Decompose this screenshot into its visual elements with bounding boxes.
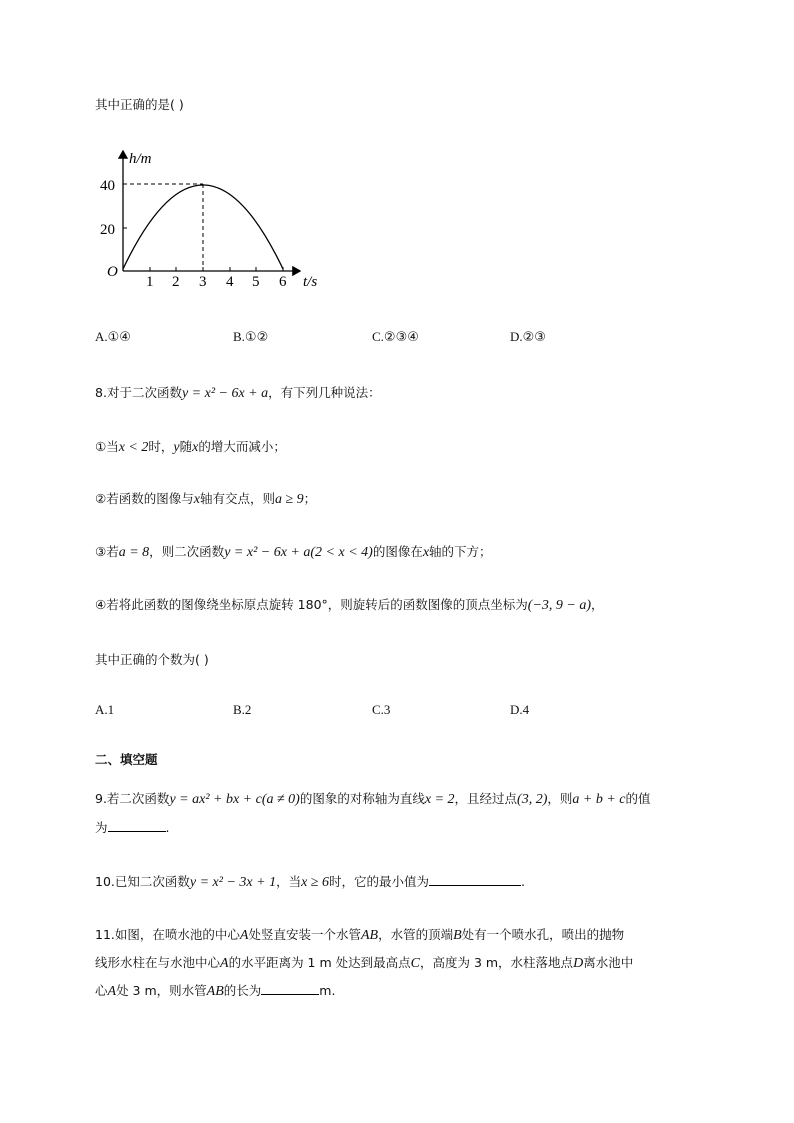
q9-line-2: 为 . [95, 820, 170, 835]
q7-option-d: D.②③ [510, 329, 546, 344]
q8-statement-4: ④若将此函数的图像绕坐标原点旋转 180°，则旋转后的函数图像的顶点坐标为(−3, 9 − a)， [95, 597, 604, 613]
q9-answer-blank[interactable] [108, 818, 166, 832]
y-axis-label: h/m [129, 151, 152, 167]
q7-option-c: C.②③④ [372, 329, 419, 344]
q8-function: y = x² − 6x + a [181, 386, 269, 401]
q10-answer-blank[interactable] [429, 872, 521, 886]
q8-option-a: A.1 [95, 702, 115, 717]
q11-answer-blank[interactable] [261, 981, 319, 995]
q8-statement-1: ①当x < 2时，y随x的增大而减小； [95, 439, 286, 455]
x-tick-3: 3 [199, 274, 207, 290]
section-title-fill-in: 二、填空题 [95, 752, 158, 767]
q8-option-d: D.4 [510, 702, 530, 717]
q7-option-b: B.①② [233, 329, 269, 344]
q7-stem-end: 其中正确的是( ) [95, 97, 184, 112]
q8-option-b: B.2 [233, 702, 252, 717]
q8-stem-end: 其中正确的个数为( ) [95, 652, 209, 667]
x-tick-1: 1 [146, 274, 154, 290]
origin-label: O [107, 264, 118, 280]
q7-option-a: A.①④ [95, 329, 131, 344]
x-tick-2: 2 [172, 274, 180, 290]
q8-statement-3: ③若a = 8，则二次函数y = x² − 6x + a(2 < x < 4)的图像在x轴的下方； [95, 544, 492, 560]
q11-line-2: 线形水柱在与水池中心A的水平距离为 1 m 处达到最高点C，高度为 3 m，水柱落地点D离水池中 [95, 955, 634, 971]
q11-line-3: 心A处 3 m，则水管AB的长为 m. [95, 983, 336, 999]
y-tick-40: 40 [100, 178, 115, 194]
q8-statement-2: ②若函数的图像与x轴有交点，则a ≥ 9； [95, 491, 317, 507]
q8-stem: 8.对于二次函数y = x² − 6x + a，有下列几种说法： [95, 385, 381, 401]
q8-option-c: C.3 [372, 702, 391, 717]
x-tick-6: 6 [279, 274, 287, 290]
y-tick-20: 20 [100, 222, 115, 238]
q10-line: 10.已知二次函数y = x² − 3x + 1，当x ≥ 6时，它的最小值为 . [95, 874, 525, 890]
q8-number: 8. [95, 385, 107, 400]
q9-line-1: 9.若二次函数y = ax² + bx + c(a ≠ 0)的图象的对称轴为直线x = 2，且经过点(3, 2)，则a + b + c的值 [95, 791, 651, 807]
x-axis-label: t/s [303, 274, 318, 290]
q7-height-time-graph [95, 143, 335, 293]
x-tick-5: 5 [252, 274, 260, 290]
x-tick-4: 4 [226, 274, 234, 290]
q11-line-1: 11.如图，在喷水池的中心A处竖直安装一个水管AB，水管的顶端B处有一个喷水孔，喷出的抛物 [95, 927, 625, 943]
